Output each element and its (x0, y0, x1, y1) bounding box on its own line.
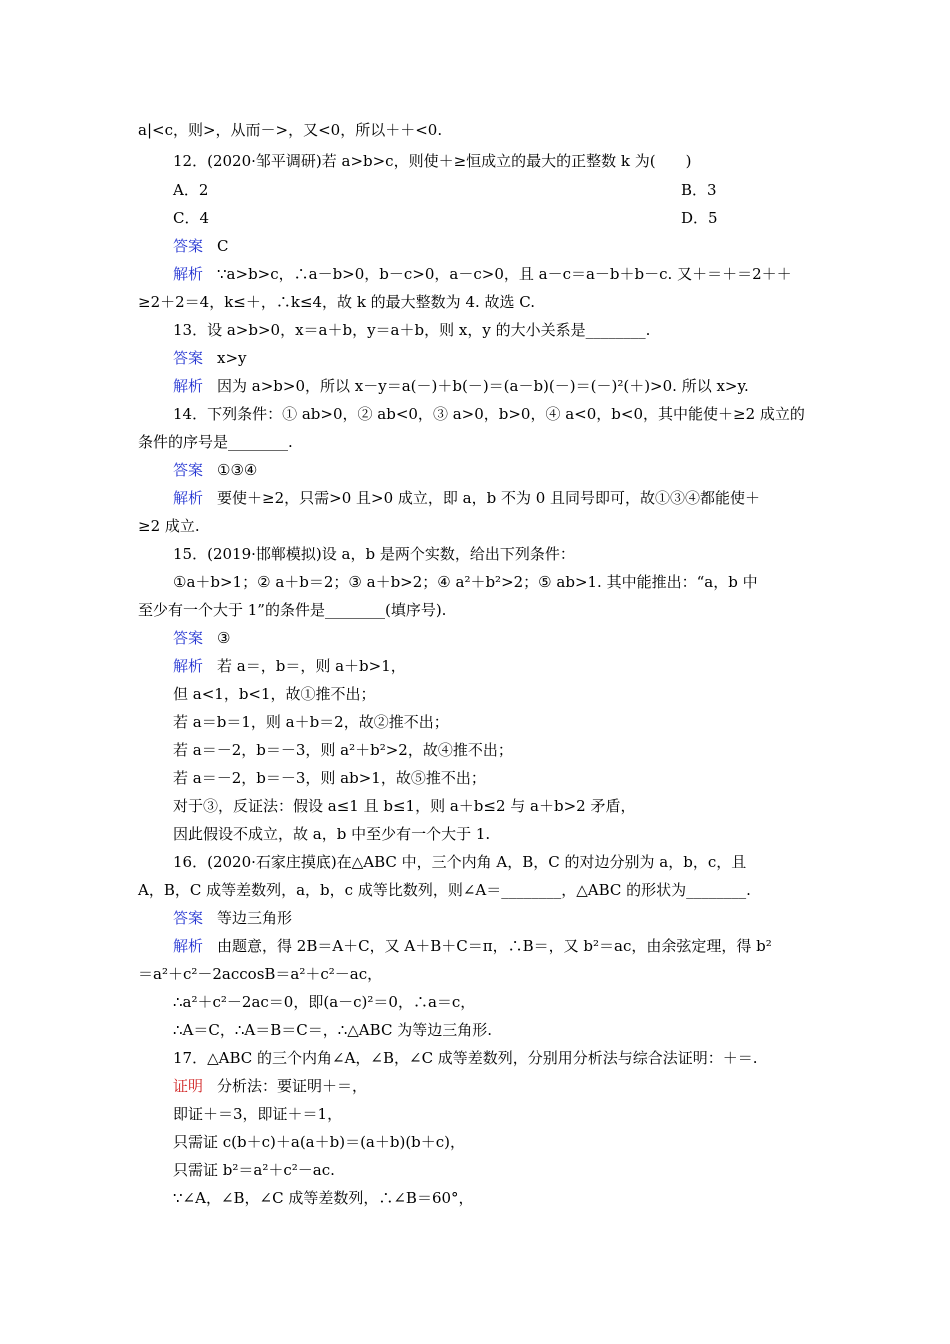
answer-line (173, 908, 292, 928)
answer-line (173, 460, 257, 480)
answer-label: 答案 (173, 461, 204, 479)
question-16: 16．(2020·石家庄摸底)在△ABC 中，三个内角 A，B，C 的对边分别为 a，b，c，且 (173, 853, 747, 871)
text-line: ≥2 成立. (138, 517, 200, 535)
option-c: C．4 (173, 209, 210, 227)
analysis-label: 解析 (173, 657, 204, 675)
answer-value: C (217, 237, 229, 255)
question-13: 13．设 a>b>0，x＝a＋b，y＝a＋b，则 x，y 的大小关系是________. (173, 321, 651, 339)
text-line: 只需证 c(b＋c)＋a(a＋b)＝(a＋b)(b＋c)， (173, 1133, 466, 1151)
proof-line (173, 1076, 367, 1096)
analysis-line (173, 264, 792, 284)
option-d: D．5 (681, 209, 718, 227)
text-line: A，B，C 成等差数列，a，b，c 成等比数列，则∠A＝________，△ABC 的形状为________. (138, 881, 751, 899)
answer-line (173, 348, 247, 368)
text-line: 即证＋＝3，即证＋＝1， (173, 1105, 343, 1123)
answer-value: ③ (217, 629, 231, 647)
answer-value: ①③④ (217, 461, 258, 479)
text-line: 条件的序号是________. (138, 433, 293, 451)
text-line: 至少有一个大于 1”的条件是________(填序号). (138, 601, 447, 619)
text-line: ＝a²＋c²－2accosB＝a²＋c²－ac， (138, 965, 383, 983)
answer-line (173, 236, 229, 256)
answer-label: 答案 (173, 629, 204, 647)
question-17: 17．△ABC 的三个内角∠A，∠B，∠C 成等差数列，分别用分析法与综合法证明：＋＝. (173, 1049, 758, 1067)
text-line: ①a＋b>1；② a＋b＝2；③ a＋b>2；④ a²＋b²>2；⑤ ab>1. 其中能推出：“a，b 中 (173, 573, 758, 591)
text-line: 若 a＝－2，b＝－3，则 ab>1，故⑤推不出； (173, 769, 486, 787)
text-line: ∵∠A，∠B，∠C 成等差数列，∴∠B＝60°， (173, 1189, 474, 1207)
text-line: a|<c，则>，从而－>，又<0，所以＋＋<0. (138, 121, 443, 139)
analysis-line (173, 656, 406, 676)
option-row (173, 180, 717, 200)
answer-value: 等边三角形 (217, 909, 293, 927)
analysis-line (173, 936, 772, 956)
option-row (173, 208, 718, 228)
answer-line (173, 628, 230, 648)
text-line: ∴A＝C，∴A＝B＝C＝，∴△ABC 为等边三角形. (173, 1021, 492, 1039)
analysis-text: ∵a>b>c，∴a－b>0，b－c>0，a－c>0，且 a－c＝a－b＋b－c. 又＋＝＋＝2＋＋ (217, 265, 792, 283)
analysis-line (173, 376, 749, 396)
question-15: 15．(2019·邯郸模拟)设 a，b 是两个实数，给出下列条件： (173, 545, 575, 563)
text-line: 只需证 b²＝a²＋c²－ac. (173, 1161, 335, 1179)
analysis-label: 解析 (173, 489, 204, 507)
question-12: 12．(2020·邹平调研)若 a>b>c，则使＋≥恒成立的最大的正整数 k 为( ) (173, 152, 692, 170)
text-line: 对于③，反证法：假设 a≤1 且 b≤1，则 a＋b≤2 与 a＋b>2 矛盾， (173, 797, 636, 815)
answer-label: 答案 (173, 237, 204, 255)
analysis-text: 因为 a>b>0，所以 x－y＝a(－)＋b(－)＝(a－b)(－)＝(－)²(＋)>0. 所以 x>y. (217, 377, 749, 395)
text-line: 若 a＝－2，b＝－3，则 a²＋b²>2，故④推不出； (173, 741, 513, 759)
analysis-text: 由题意，得 2B＝A＋C，又 A＋B＋C＝π，∴B＝，又 b²＝ac，由余弦定理，得 b² (217, 937, 772, 955)
question-14: 14．下列条件：① ab>0，② ab<0，③ a>0，b>0，④ a<0，b<0，其中能使＋≥2 成立的 (173, 405, 805, 423)
proof-label: 证明 (173, 1077, 204, 1095)
text-line: ≥2＋2＝4，k≤＋，∴k≤4，故 k 的最大整数为 4. 故选 C. (138, 293, 536, 311)
option-b: B．3 (681, 181, 717, 199)
analysis-label: 解析 (173, 937, 204, 955)
text-line: 若 a＝b＝1，则 a＋b＝2，故②推不出； (173, 713, 449, 731)
analysis-label: 解析 (173, 377, 204, 395)
answer-label: 答案 (173, 349, 204, 367)
answer-value: x>y (217, 349, 247, 367)
analysis-text: 若 a＝，b＝，则 a＋b>1， (217, 657, 406, 675)
text-line: 但 a<1，b<1，故①推不出； (173, 685, 376, 703)
analysis-text: 要使＋≥2，只需>0 且>0 成立，即 a，b 不为 0 且同号即可，故①③④都能使＋ (217, 489, 761, 507)
option-a: A．2 (173, 181, 209, 199)
analysis-line (173, 488, 760, 508)
answer-label: 答案 (173, 909, 204, 927)
text-line: 因此假设不成立，故 a，b 中至少有一个大于 1. (173, 825, 491, 843)
analysis-label: 解析 (173, 265, 204, 283)
proof-text: 分析法：要证明＋＝， (217, 1077, 368, 1095)
text-line: ∴a²＋c²－2ac＝0，即(a－c)²＝0，∴a＝c， (173, 993, 476, 1011)
